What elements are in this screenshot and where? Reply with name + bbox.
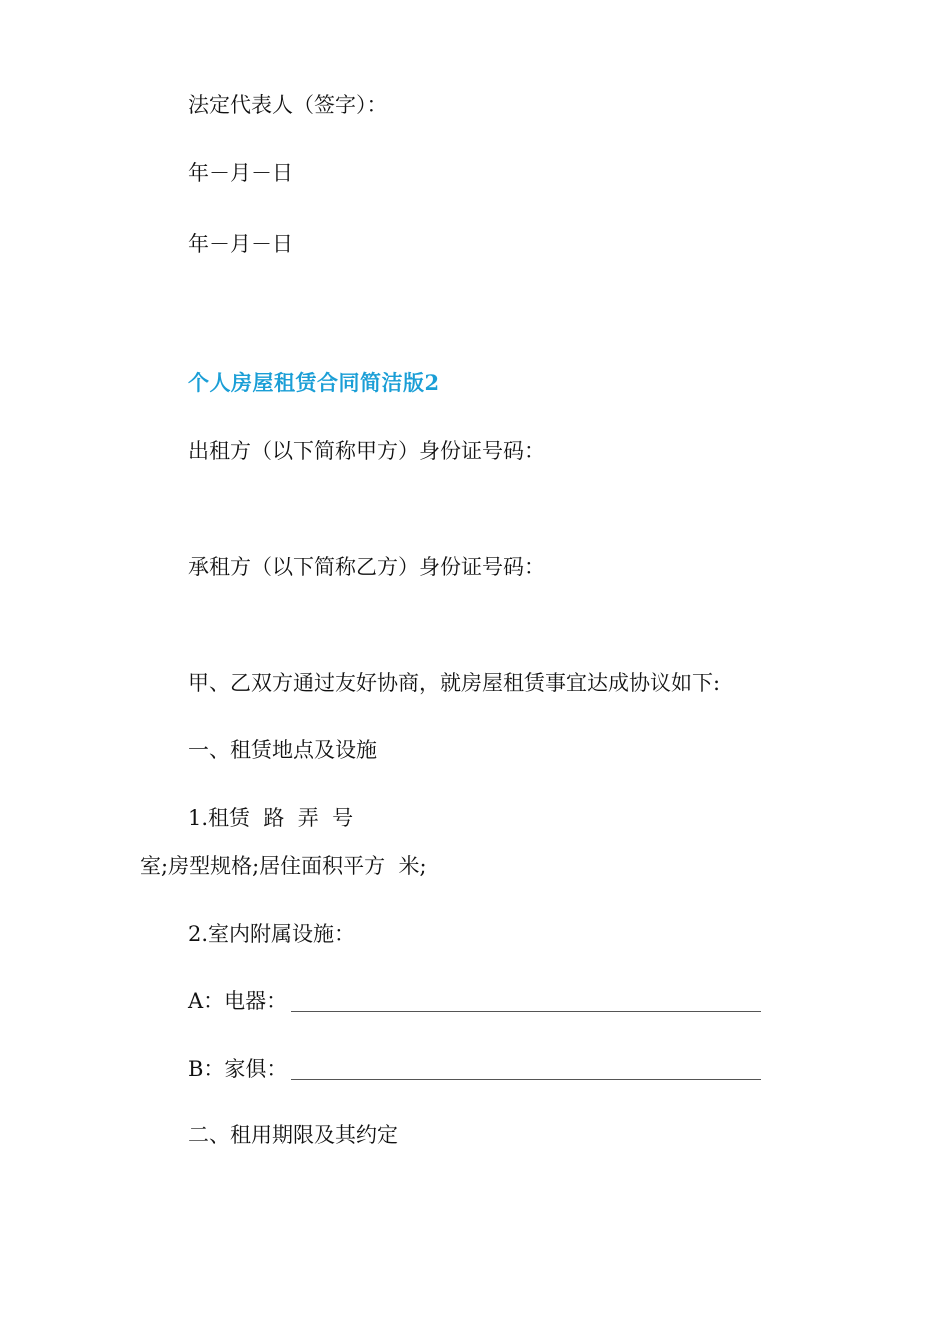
agreement-intro: 甲、乙双方通过友好协商，就房屋租赁事宜达成协议如下: [188, 671, 721, 695]
clause-2-heading: 二、租用期限及其约定 [188, 1123, 398, 1147]
clause-1-1-line2: 室;房型规格;居住面积平方 米; [140, 854, 427, 878]
legal-rep-signature-line: 法定代表人（签字）： [188, 93, 388, 117]
section-title: 个人房屋租赁合同简洁版2 [188, 370, 440, 395]
item-b-line [188, 1054, 761, 1084]
item-a-blank [291, 989, 761, 1012]
date-line: 年－月－日 [188, 161, 293, 185]
date-line: 年－月－日 [188, 232, 293, 256]
item-a-label: A：电器： [188, 989, 288, 1013]
item-a-line [188, 986, 761, 1016]
clause-1-1-line1: 1.租赁 路 弄 号 [188, 806, 354, 830]
lessor-line: 出租方（以下简称甲方）身份证号码： [188, 439, 545, 463]
clause-1-2: 2.室内附属设施： [188, 922, 356, 946]
lessee-line: 承租方（以下简称乙方）身份证号码： [188, 555, 545, 579]
item-b-label: B：家俱： [188, 1057, 288, 1081]
item-b-blank [291, 1057, 761, 1080]
clause-1-heading: 一、租赁地点及设施 [188, 738, 377, 762]
